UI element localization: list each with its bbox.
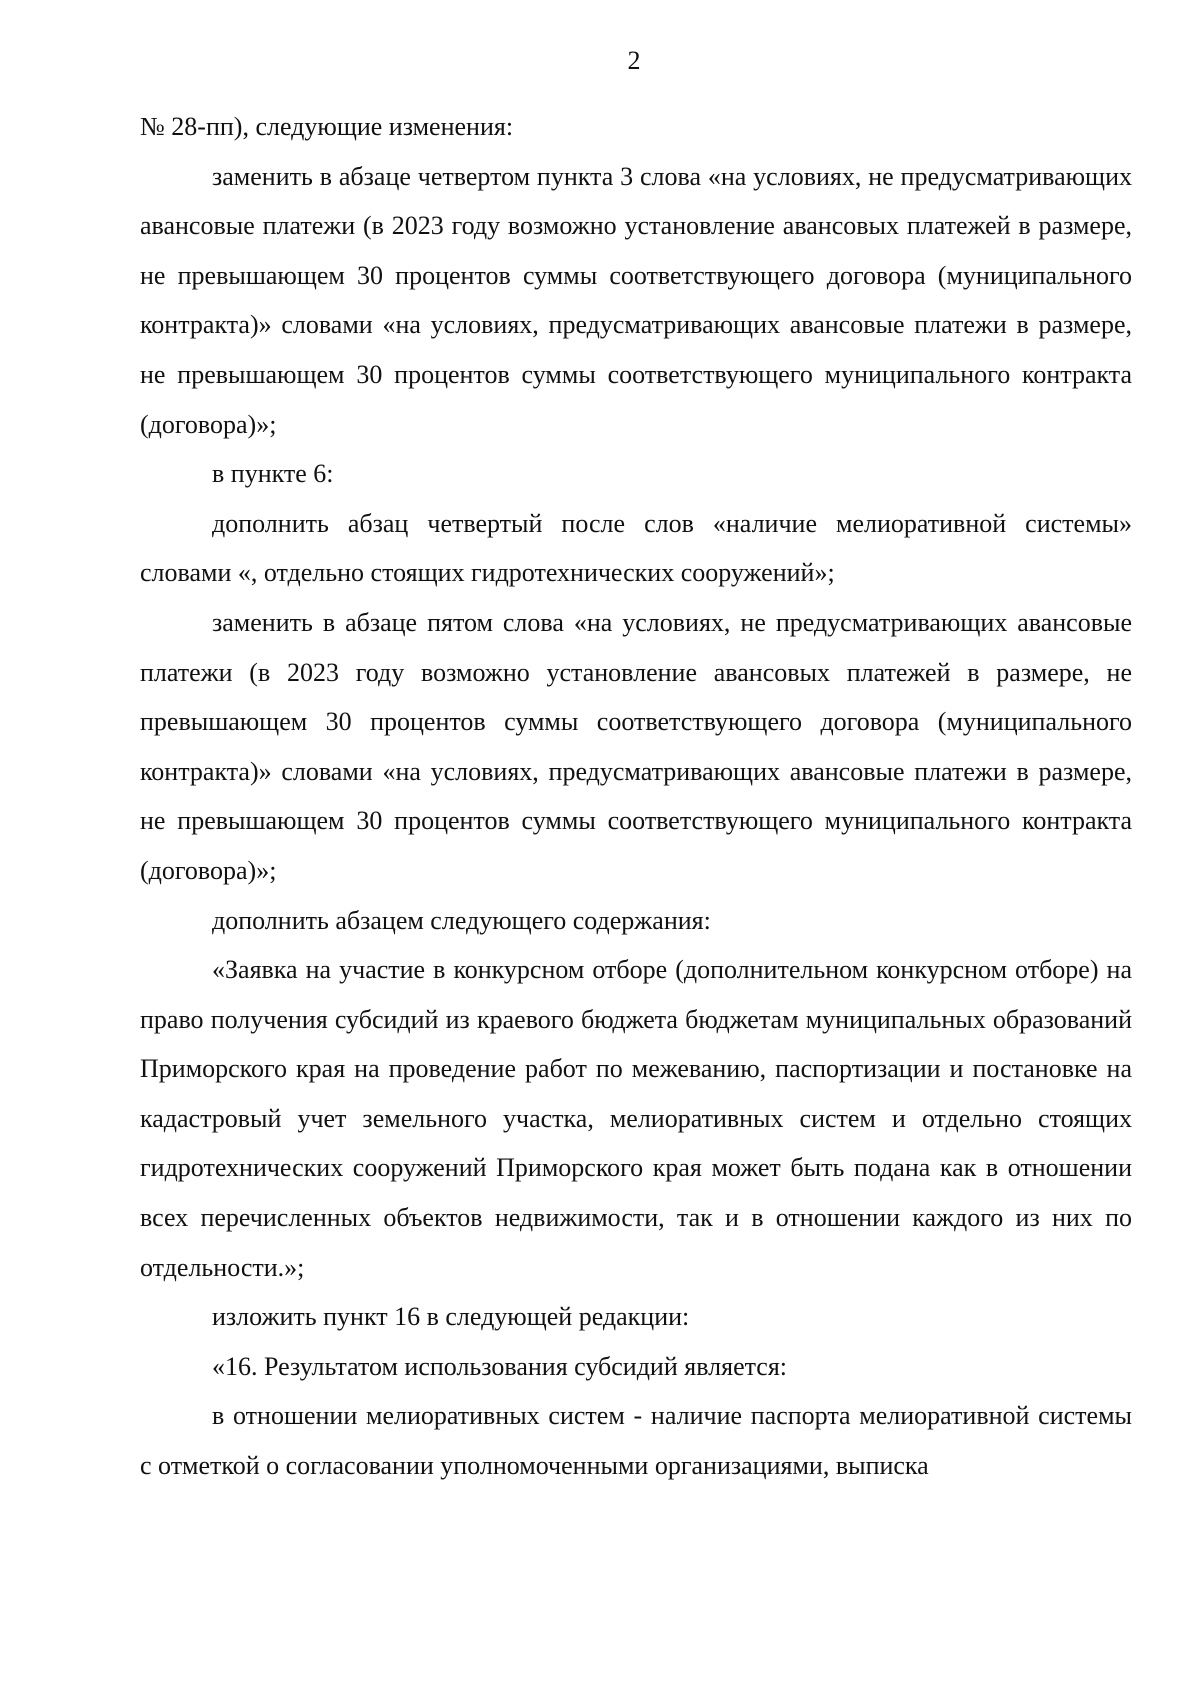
paragraph-item-16-title: «16. Результатом использования субсидий является: [212,1351,788,1381]
page-number: 2 [627,46,641,75]
paragraph-item-16-melioration: в отношении мелиоративных систем - наличие паспорта мелиоративной системы с отметкой о согласовании уполномоченными организациями, выписка [140,1401,1132,1481]
paragraph-item-6-fifth-abzac: заменить в абзаце пятом слова «на условиях, не предусматривающих авансовые платежи (в 2023 году возможно установление авансовых платежей в размере, не превышающем 30 процентов суммы соответствующего договора (муниципального контракта)» словами «на условиях, предусматривающих авансовые платежи в размере, не превышающем 30 процентов суммы соответствующего муниципального контракта (договора)»; [140,607,1132,885]
paragraph-item-6-fourth-abzac: дополнить абзац четвертый после слов «наличие мелиоративной системы» словами «, отдельно стоящих гидротехнических сооружений»; [140,508,1132,588]
paragraph-item-16-heading: изложить пункт 16 в следующей редакции: [212,1302,690,1332]
paragraph-add-abzac: дополнить абзацем следующего содержания: [212,905,711,935]
paragraph-item-6-heading: в пункте 6: [212,459,334,489]
paragraph-continuation: № 28-пп), следующие изменения: [140,112,514,141]
paragraph-application-text: «Заявка на участие в конкурсном отборе (дополнительном конкурсном отборе) на право получения субсидий из краевого бюджета бюджетам муниципальных образований Приморского края на проведение работ по межеванию, паспортизации и постановке на кадастровый учет земельного участка, мелиоративных систем и отдельно стоящих гидротехнических сооружений Приморского края может быть подана как в отношении всех перечисленных объектов недвижимости, так и в отношении каждого из них по отдельности.»; [140,955,1132,1282]
document-body [140,102,1132,1491]
paragraph-item-3-amendment: заменить в абзаце четвертом пункта 3 слова «на условиях, не предусматривающих авансовые платежи (в 2023 году возможно установление авансовых платежей в размере, не превышающем 30 процентов суммы соответствующего договора (муниципального контракта)» словами «на условиях, предусматривающих авансовые платежи в размере, не превышающем 30 процентов суммы соответствующего муниципального контракта (договора)»; [140,161,1132,439]
